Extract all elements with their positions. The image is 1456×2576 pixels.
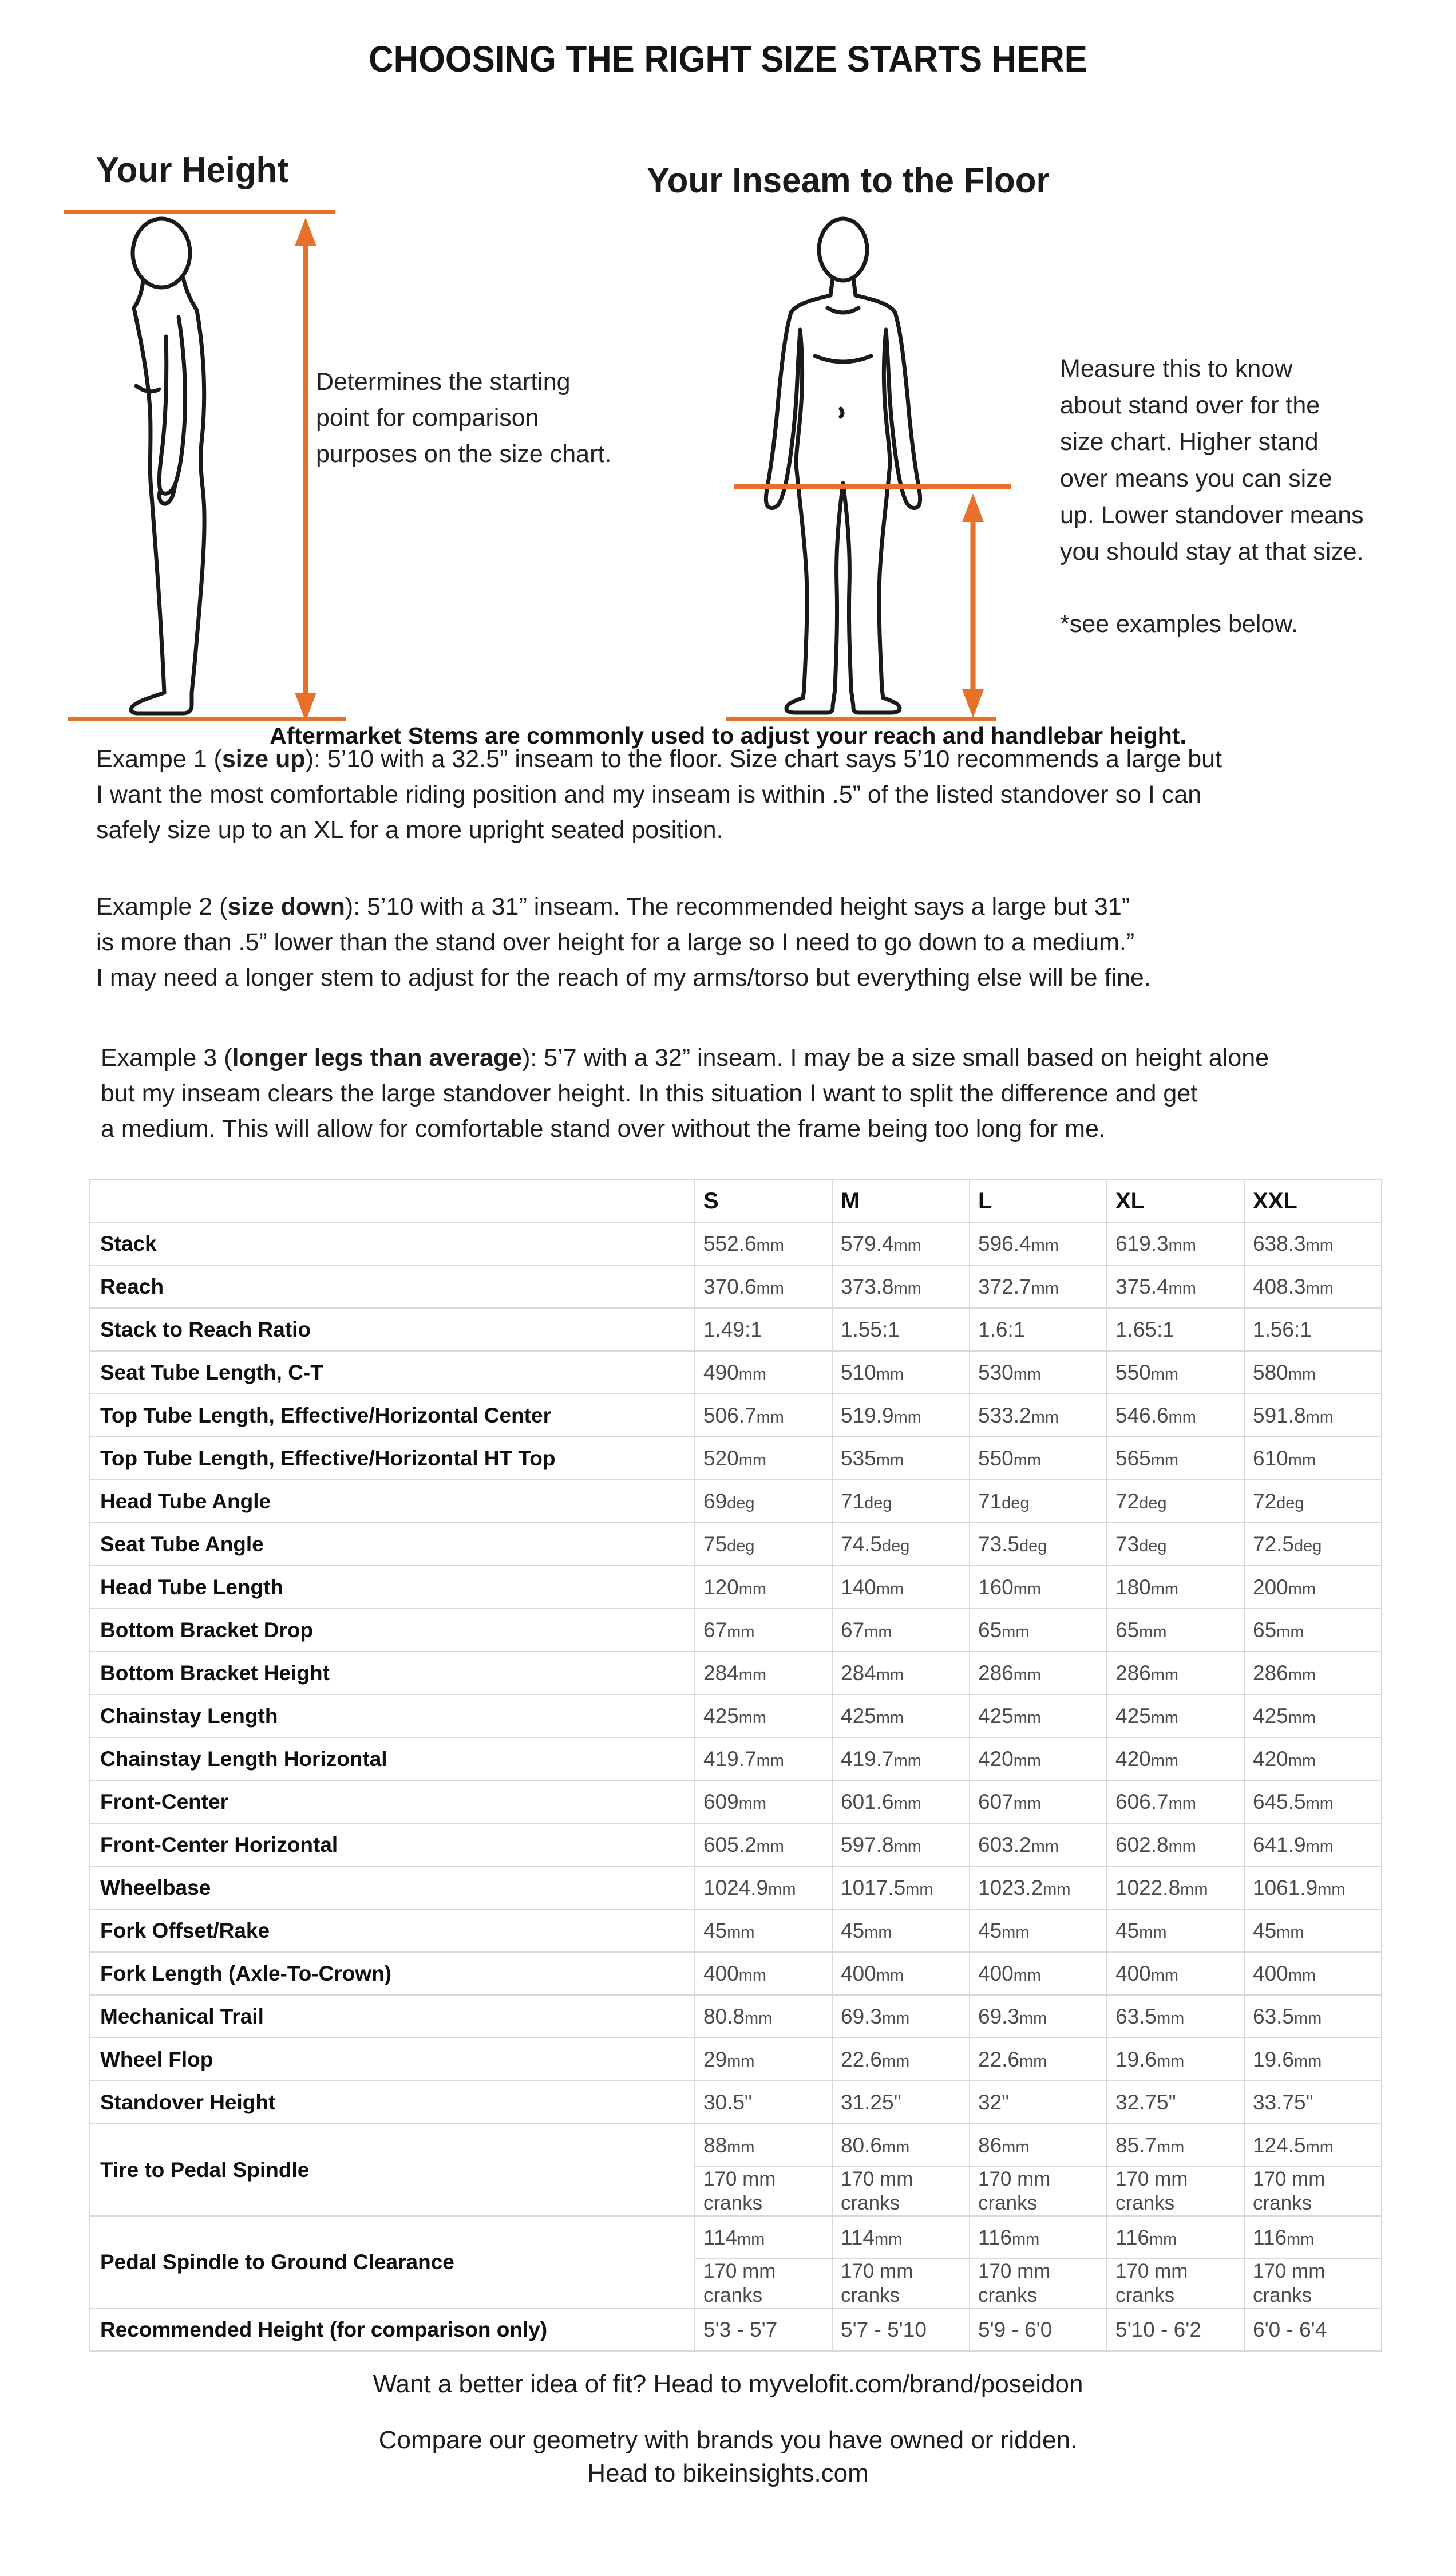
geometry-value-cell: 546.6mm <box>1107 1394 1244 1437</box>
geometry-value-cell: 116mm <box>970 2216 1107 2259</box>
example-text: ): 5’10 with a 32.5” inseam to the floor. Size chart says 5’10 recommends a large but <box>305 745 1222 773</box>
geometry-value-cell: 607mm <box>970 1780 1107 1823</box>
example-text: Exampe 1 ( <box>96 745 222 773</box>
geometry-value-cell: 116mm <box>1107 2216 1244 2259</box>
geometry-value-cell: 596.4mm <box>970 1222 1107 1265</box>
geometry-value-cell: 200mm <box>1244 1566 1382 1609</box>
geometry-row-label: Seat Tube Angle <box>89 1523 695 1566</box>
inseam-description-line: you should stay at that size. <box>1060 538 1364 566</box>
height-description-line: point for comparison <box>316 404 539 432</box>
geometry-row-label: Top Tube Length, Effective/Horizontal HT Top <box>89 1437 695 1480</box>
footer-fit-link-text: Want a better idea of fit? Head to myvelofit.com/brand/poseidon <box>373 2370 1083 2398</box>
geometry-value-cell: 5'7 - 5'10 <box>832 2308 970 2351</box>
geometry-value-cell: 286mm <box>970 1652 1107 1694</box>
geometry-value-cell: 400mm <box>695 1952 832 1995</box>
geometry-value-cell: 71deg <box>832 1480 970 1523</box>
geometry-value-cell: 645.5mm <box>1244 1780 1382 1823</box>
geometry-value-cell: 400mm <box>832 1952 970 1995</box>
example-line: but my inseam clears the large standover height. In this situation I want to split the difference and get <box>101 1080 1198 1107</box>
geometry-value-cell: 86mm <box>970 2124 1107 2167</box>
geometry-value-cell: 45mm <box>970 1909 1107 1952</box>
geometry-value-cell: 75deg <box>695 1523 832 1566</box>
height-description-line: purposes on the size chart. <box>316 440 612 468</box>
geometry-row-label: Stack to Reach Ratio <box>89 1308 695 1351</box>
geometry-value-cell: 425mm <box>695 1694 832 1737</box>
geometry-value-cell: 85.7mm <box>1107 2124 1244 2167</box>
geometry-table-row <box>89 1866 1382 1909</box>
geometry-table-row <box>89 2081 1382 2124</box>
geometry-value-cell: 65mm <box>1244 1609 1382 1652</box>
example-1-paragraph <box>96 741 1222 848</box>
geometry-row-label: Seat Tube Length, C-T <box>89 1351 695 1394</box>
geometry-table-row <box>89 1609 1382 1652</box>
geometry-value-cell: 1061.9mm <box>1244 1866 1382 1909</box>
geometry-value-cell: 408.3mm <box>1244 1265 1382 1308</box>
geometry-table-row <box>89 1523 1382 1566</box>
geometry-value-cell: 606.7mm <box>1107 1780 1244 1823</box>
geometry-value-cell: 601.6mm <box>832 1780 970 1823</box>
cranks-note-cell: 170 mm cranks <box>970 2167 1107 2216</box>
geometry-value-cell: 22.6mm <box>970 2038 1107 2081</box>
geometry-value-cell: 1.6:1 <box>970 1308 1107 1351</box>
geometry-row-label: Wheel Flop <box>89 2038 695 2081</box>
geometry-value-cell: 67mm <box>832 1609 970 1652</box>
geometry-table-row <box>89 1222 1382 1265</box>
geometry-value-cell: 72.5deg <box>1244 1523 1382 1566</box>
geometry-row-label: Wheelbase <box>89 1866 695 1909</box>
example-line: a medium. This will allow for comfortable stand over without the frame being too long for me. <box>101 1115 1106 1143</box>
geometry-value-cell: 5'10 - 6'2 <box>1107 2308 1244 2351</box>
geometry-value-cell: 284mm <box>695 1652 832 1694</box>
geometry-row-label: Front-Center Horizontal <box>89 1823 695 1866</box>
geometry-row-label: Head Tube Angle <box>89 1480 695 1523</box>
example-bold-text: size up <box>221 745 306 773</box>
geometry-value-cell: 45mm <box>1244 1909 1382 1952</box>
geometry-value-cell: 120mm <box>695 1566 832 1609</box>
geometry-value-cell: 425mm <box>1244 1694 1382 1737</box>
geometry-row-label: Bottom Bracket Height <box>89 1652 695 1694</box>
geometry-value-cell: 602.8mm <box>1107 1823 1244 1866</box>
geometry-value-cell: 45mm <box>832 1909 970 1952</box>
cranks-note-cell: 170 mm cranks <box>695 2167 832 2216</box>
geometry-value-cell: 69deg <box>695 1480 832 1523</box>
geometry-table-row <box>89 1437 1382 1480</box>
geometry-value-cell: 533.2mm <box>970 1394 1107 1437</box>
geometry-value-cell: 375.4mm <box>1107 1265 1244 1308</box>
height-description <box>316 364 611 472</box>
geometry-row-label: Bottom Bracket Drop <box>89 1609 695 1652</box>
geometry-value-cell: 520mm <box>695 1437 832 1480</box>
geometry-row-label: Recommended Height (for comparison only) <box>89 2308 695 2351</box>
size-column-header: L <box>970 1180 1107 1222</box>
geometry-value-cell: 580mm <box>1244 1351 1382 1394</box>
geometry-value-cell: 22.6mm <box>832 2038 970 2081</box>
geometry-value-cell: 45mm <box>695 1909 832 1952</box>
cranks-note-cell: 170 mm cranks <box>832 2259 970 2308</box>
cranks-note-cell: 170 mm cranks <box>1244 2167 1382 2216</box>
geometry-value-cell: 19.6mm <box>1107 2038 1244 2081</box>
geometry-value-cell: 638.3mm <box>1244 1222 1382 1265</box>
inseam-section-heading: Your Inseam to the Floor <box>647 161 1050 200</box>
geometry-value-cell: 425mm <box>832 1694 970 1737</box>
geometry-value-cell: 63.5mm <box>1107 1995 1244 2038</box>
geometry-value-cell: 1022.8mm <box>1107 1866 1244 1909</box>
geometry-value-cell: 29mm <box>695 2038 832 2081</box>
geometry-value-cell: 80.8mm <box>695 1995 832 2038</box>
example-text: ): 5’7 with a 32” inseam. I may be a size small based on height alone <box>522 1044 1269 1072</box>
geometry-row-label: Chainstay Length Horizontal <box>89 1737 695 1780</box>
example-text: Example 2 ( <box>96 893 228 920</box>
geometry-value-cell: 19.6mm <box>1244 2038 1382 2081</box>
inseam-description <box>1060 350 1364 570</box>
geometry-value-cell: 400mm <box>1107 1952 1244 1995</box>
geometry-table-row <box>89 2038 1382 2081</box>
geometry-row-label: Top Tube Length, Effective/Horizontal Center <box>89 1394 695 1437</box>
geometry-value-cell: 609mm <box>695 1780 832 1823</box>
footer-compare-text: Compare our geometry with brands you have owned or ridden. <box>378 2426 1078 2454</box>
example-line <box>96 889 1151 924</box>
geometry-value-cell: 420mm <box>1244 1737 1382 1780</box>
geometry-value-cell: 45mm <box>1107 1909 1244 1952</box>
geometry-value-cell: 63.5mm <box>1244 1995 1382 2038</box>
example-bold-text: size down <box>227 893 345 920</box>
geometry-row-label: Stack <box>89 1222 695 1265</box>
geometry-value-cell: 31.25" <box>832 2081 970 2124</box>
height-description-line: Determines the starting <box>316 368 571 396</box>
head-top-measure-line <box>64 210 335 214</box>
geometry-row-label: Mechanical Trail <box>89 1995 695 2038</box>
inseam-description-line: about stand over for the <box>1060 392 1320 419</box>
geometry-value-cell: 641.9mm <box>1244 1823 1382 1866</box>
geometry-value-cell: 550mm <box>970 1437 1107 1480</box>
geometry-value-cell: 140mm <box>832 1566 970 1609</box>
geometry-table-row <box>89 1737 1382 1780</box>
geometry-table-row <box>89 1652 1382 1694</box>
geometry-value-cell: 1.65:1 <box>1107 1308 1244 1351</box>
geometry-table-row <box>89 2308 1382 2351</box>
geometry-value-cell: 116mm <box>1244 2216 1382 2259</box>
example-line: I may need a longer stem to adjust for the reach of my arms/torso but everything else will be fine. <box>96 964 1151 991</box>
geometry-value-cell: 1.49:1 <box>695 1308 832 1351</box>
geometry-value-cell: 370.6mm <box>695 1265 832 1308</box>
left-floor-line <box>68 717 346 721</box>
geometry-value-cell: 619.3mm <box>1107 1222 1244 1265</box>
geometry-value-cell: 88mm <box>695 2124 832 2167</box>
geometry-table-row <box>89 2216 1382 2259</box>
geometry-value-cell: 1023.2mm <box>970 1866 1107 1909</box>
geometry-value-cell: 530mm <box>970 1351 1107 1394</box>
geometry-value-cell: 565mm <box>1107 1437 1244 1480</box>
geometry-value-cell: 5'9 - 6'0 <box>970 2308 1107 2351</box>
geometry-value-cell: 610mm <box>1244 1437 1382 1480</box>
geometry-value-cell: 400mm <box>1244 1952 1382 1995</box>
geometry-table-row <box>89 1995 1382 2038</box>
geometry-row-label: Reach <box>89 1265 695 1308</box>
geometry-value-cell: 490mm <box>695 1351 832 1394</box>
geometry-row-label: Standover Height <box>89 2081 695 2124</box>
geometry-value-cell: 32.75" <box>1107 2081 1244 2124</box>
height-section-heading: Your Height <box>96 151 289 190</box>
geometry-row-label: Front-Center <box>89 1780 695 1823</box>
stems-note: Aftermarket Stems are commonly used to adjust your reach and handlebar height. <box>270 722 1186 749</box>
cranks-note-cell: 170 mm cranks <box>1107 2259 1244 2308</box>
geometry-value-cell: 65mm <box>970 1609 1107 1652</box>
geometry-value-cell: 579.4mm <box>832 1222 970 1265</box>
size-column-header: XXL <box>1244 1180 1382 1222</box>
geometry-value-cell: 286mm <box>1244 1652 1382 1694</box>
geometry-value-cell: 1.55:1 <box>832 1308 970 1351</box>
geometry-value-cell: 180mm <box>1107 1566 1244 1609</box>
geometry-value-cell: 33.75" <box>1244 2081 1382 2124</box>
cranks-note-cell: 170 mm cranks <box>1244 2259 1382 2308</box>
geometry-value-cell: 420mm <box>1107 1737 1244 1780</box>
geometry-value-cell: 425mm <box>1107 1694 1244 1737</box>
geometry-value-cell: 591.8mm <box>1244 1394 1382 1437</box>
inseam-description-line: up. Lower standover means <box>1060 501 1364 529</box>
geometry-row-label: Chainstay Length <box>89 1694 695 1737</box>
cranks-note-cell: 170 mm cranks <box>832 2167 970 2216</box>
geometry-value-cell: 419.7mm <box>832 1737 970 1780</box>
geometry-value-cell: 1024.9mm <box>695 1866 832 1909</box>
geometry-table-row <box>89 1823 1382 1866</box>
geometry-value-cell: 605.2mm <box>695 1823 832 1866</box>
geometry-value-cell: 114mm <box>695 2216 832 2259</box>
geometry-value-cell: 372.7mm <box>970 1265 1107 1308</box>
geometry-row-label: Head Tube Length <box>89 1566 695 1609</box>
size-header-row <box>89 1180 1382 1222</box>
geometry-row-label: Pedal Spindle to Ground Clearance <box>89 2216 695 2308</box>
geometry-table-row <box>89 2124 1382 2167</box>
geometry-value-cell: 30.5" <box>695 2081 832 2124</box>
geometry-size-table <box>89 1179 1382 2352</box>
size-column-header: M <box>832 1180 970 1222</box>
geometry-value-cell: 72deg <box>1107 1480 1244 1523</box>
geometry-value-cell: 400mm <box>970 1952 1107 1995</box>
empty-header-cell <box>89 1180 695 1222</box>
cranks-note-cell: 170 mm cranks <box>695 2259 832 2308</box>
geometry-value-cell: 425mm <box>970 1694 1107 1737</box>
size-column-header: S <box>695 1180 832 1222</box>
geometry-value-cell: 419.7mm <box>695 1737 832 1780</box>
inseam-description-line: size chart. Higher stand <box>1060 428 1319 456</box>
inseam-description-line: over means you can size <box>1060 465 1332 492</box>
geometry-value-cell: 32" <box>970 2081 1107 2124</box>
geometry-table-row <box>89 1308 1382 1351</box>
example-line: I want the most comfortable riding position and my inseam is within .5” of the listed standover so I can <box>96 781 1202 808</box>
example-text: ): 5’10 with a 31” inseam. The recommended height says a large but 31” <box>345 893 1130 920</box>
footer-bikeinsights-text: Head to bikeinsights.com <box>587 2459 869 2487</box>
geometry-table-row <box>89 1566 1382 1609</box>
geometry-row-label: Tire to Pedal Spindle <box>89 2124 695 2216</box>
geometry-value-cell: 72deg <box>1244 1480 1382 1523</box>
geometry-value-cell: 160mm <box>970 1566 1107 1609</box>
cranks-note-cell: 170 mm cranks <box>970 2259 1107 2308</box>
geometry-value-cell: 65mm <box>1107 1609 1244 1652</box>
front-view-person-illustration <box>737 214 949 724</box>
inseam-description-line: Measure this to know <box>1060 355 1293 382</box>
geometry-value-cell: 114mm <box>832 2216 970 2259</box>
geometry-value-cell: 1017.5mm <box>832 1866 970 1909</box>
geometry-value-cell: 71deg <box>970 1480 1107 1523</box>
example-2-paragraph <box>96 889 1151 995</box>
inseam-measure-arrow <box>955 491 991 720</box>
geometry-value-cell: 69.3mm <box>970 1995 1107 2038</box>
geometry-table-body <box>89 1222 1382 2351</box>
geometry-row-label: Fork Offset/Rake <box>89 1909 695 1952</box>
see-examples-note: *see examples below. <box>1060 610 1298 638</box>
page-title: CHOOSING THE RIGHT SIZE STARTS HERE <box>369 38 1087 80</box>
geometry-table-row <box>89 1694 1382 1737</box>
geometry-value-cell: 373.8mm <box>832 1265 970 1308</box>
size-column-header: XL <box>1107 1180 1244 1222</box>
geometry-table-row <box>89 1480 1382 1523</box>
example-line <box>101 1040 1269 1076</box>
geometry-value-cell: 67mm <box>695 1609 832 1652</box>
geometry-value-cell: 603.2mm <box>970 1823 1107 1866</box>
geometry-table-row <box>89 1909 1382 1952</box>
geometry-value-cell: 1.56:1 <box>1244 1308 1382 1351</box>
geometry-value-cell: 597.8mm <box>832 1823 970 1866</box>
geometry-row-label: Fork Length (Axle-To-Crown) <box>89 1952 695 1995</box>
geometry-table-row <box>89 1351 1382 1394</box>
geometry-value-cell: 73deg <box>1107 1523 1244 1566</box>
geometry-value-cell: 506.7mm <box>695 1394 832 1437</box>
geometry-value-cell: 420mm <box>970 1737 1107 1780</box>
geometry-table-row <box>89 1952 1382 1995</box>
geometry-value-cell: 550mm <box>1107 1351 1244 1394</box>
geometry-table-row <box>89 1394 1382 1437</box>
cranks-note-cell: 170 mm cranks <box>1107 2167 1244 2216</box>
geometry-value-cell: 6'0 - 6'4 <box>1244 2308 1382 2351</box>
example-bold-text: longer legs than average <box>232 1044 523 1072</box>
geometry-value-cell: 5'3 - 5'7 <box>695 2308 832 2351</box>
geometry-value-cell: 552.6mm <box>695 1222 832 1265</box>
example-text: Example 3 ( <box>101 1044 232 1072</box>
side-view-person-illustration <box>98 214 242 724</box>
geometry-table-row <box>89 1780 1382 1823</box>
geometry-value-cell: 74.5deg <box>832 1523 970 1566</box>
example-line: is more than .5” lower than the stand over height for a large so I need to go down to a medium.” <box>96 929 1135 956</box>
inseam-measure-line <box>734 484 1011 489</box>
geometry-value-cell: 519.9mm <box>832 1394 970 1437</box>
example-3-paragraph <box>101 1040 1269 1147</box>
geometry-table-row <box>89 1265 1382 1308</box>
geometry-value-cell: 69.3mm <box>832 1995 970 2038</box>
geometry-value-cell: 73.5deg <box>970 1523 1107 1566</box>
example-line <box>96 741 1222 777</box>
geometry-value-cell: 80.6mm <box>832 2124 970 2167</box>
geometry-value-cell: 510mm <box>832 1351 970 1394</box>
geometry-value-cell: 286mm <box>1107 1652 1244 1694</box>
geometry-value-cell: 535mm <box>832 1437 970 1480</box>
geometry-table-header <box>89 1180 1382 1222</box>
geometry-value-cell: 284mm <box>832 1652 970 1694</box>
geometry-value-cell: 124.5mm <box>1244 2124 1382 2167</box>
example-line: safely size up to an XL for a more upright seated position. <box>96 816 723 844</box>
